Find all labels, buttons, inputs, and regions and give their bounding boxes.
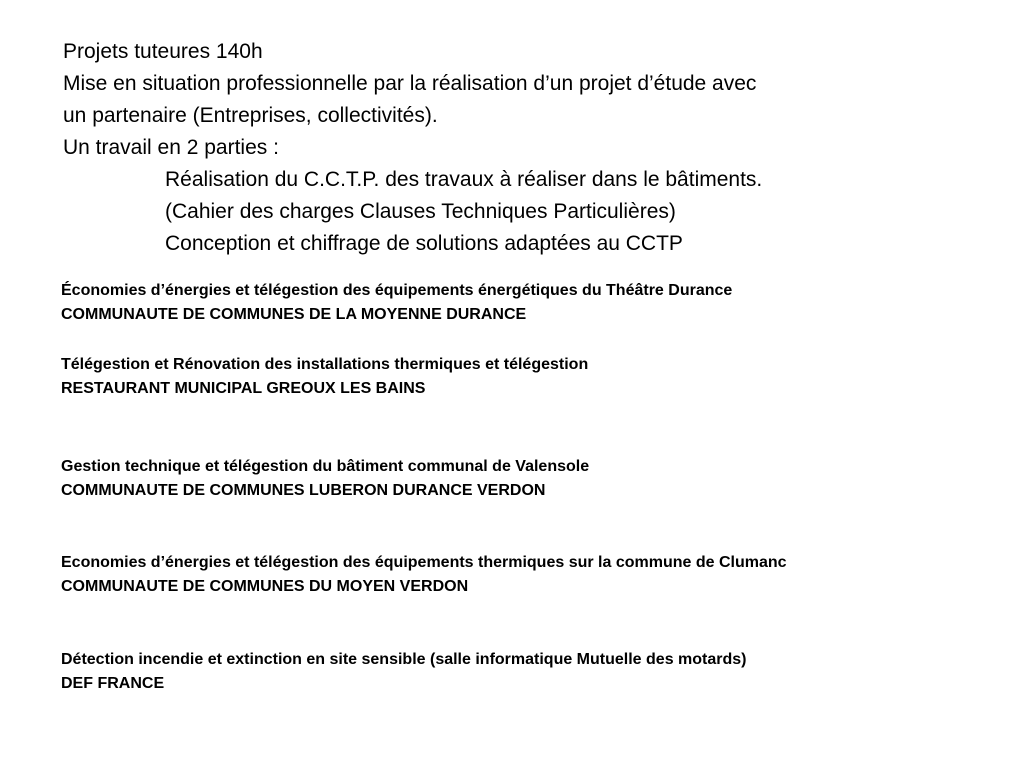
project-item-1	[61, 279, 1011, 327]
project-title: Economies d’énergies et télégestion des équipements thermiques sur la commune de Clumanc	[61, 554, 787, 571]
project-partner: COMMUNAUTE DE COMMUNES DU MOYEN VERDON	[61, 578, 469, 595]
project-partner: RESTAURANT MUNICIPAL GREOUX LES BAINS	[61, 380, 426, 397]
intro-part-1: Réalisation du C.C.T.P. des travaux à réaliser dans le bâtiments.	[165, 168, 763, 191]
project-title: Économies d’énergies et télégestion des équipements énergétiques du Théâtre Durance	[61, 282, 733, 299]
project-item-3	[61, 455, 1011, 503]
intro-description: Mise en situation professionnelle par la réalisation d’un projet d’étude avec	[63, 72, 757, 95]
project-item-4	[61, 551, 1011, 599]
intro-description-continued: un partenaire (Entreprises, collectivités).	[63, 104, 438, 127]
project-item-2	[61, 353, 1011, 401]
project-partner: COMMUNAUTE DE COMMUNES DE LA MOYENNE DURANCE	[61, 306, 527, 323]
project-title: Détection incendie et extinction en site sensible (salle informatique Mutuelle des motards)	[61, 651, 747, 668]
project-title: Gestion technique et télégestion du bâtiment communal de Valensole	[61, 458, 590, 475]
intro-parts-heading: Un travail en 2 parties :	[63, 136, 279, 159]
project-partner: COMMUNAUTE DE COMMUNES LUBERON DURANCE VERDON	[61, 482, 546, 499]
intro-part-2: Conception et chiffrage de solutions adaptées au CCTP	[165, 232, 683, 255]
project-partner: DEF FRANCE	[61, 675, 165, 692]
intro-heading: Projets tuteures 140h	[63, 40, 263, 63]
intro-block	[63, 36, 963, 260]
project-title: Télégestion et Rénovation des installations thermiques et télégestion	[61, 356, 589, 373]
intro-part-1-note: (Cahier des charges Clauses Techniques Particulières)	[165, 200, 676, 223]
project-item-5	[61, 648, 1011, 696]
